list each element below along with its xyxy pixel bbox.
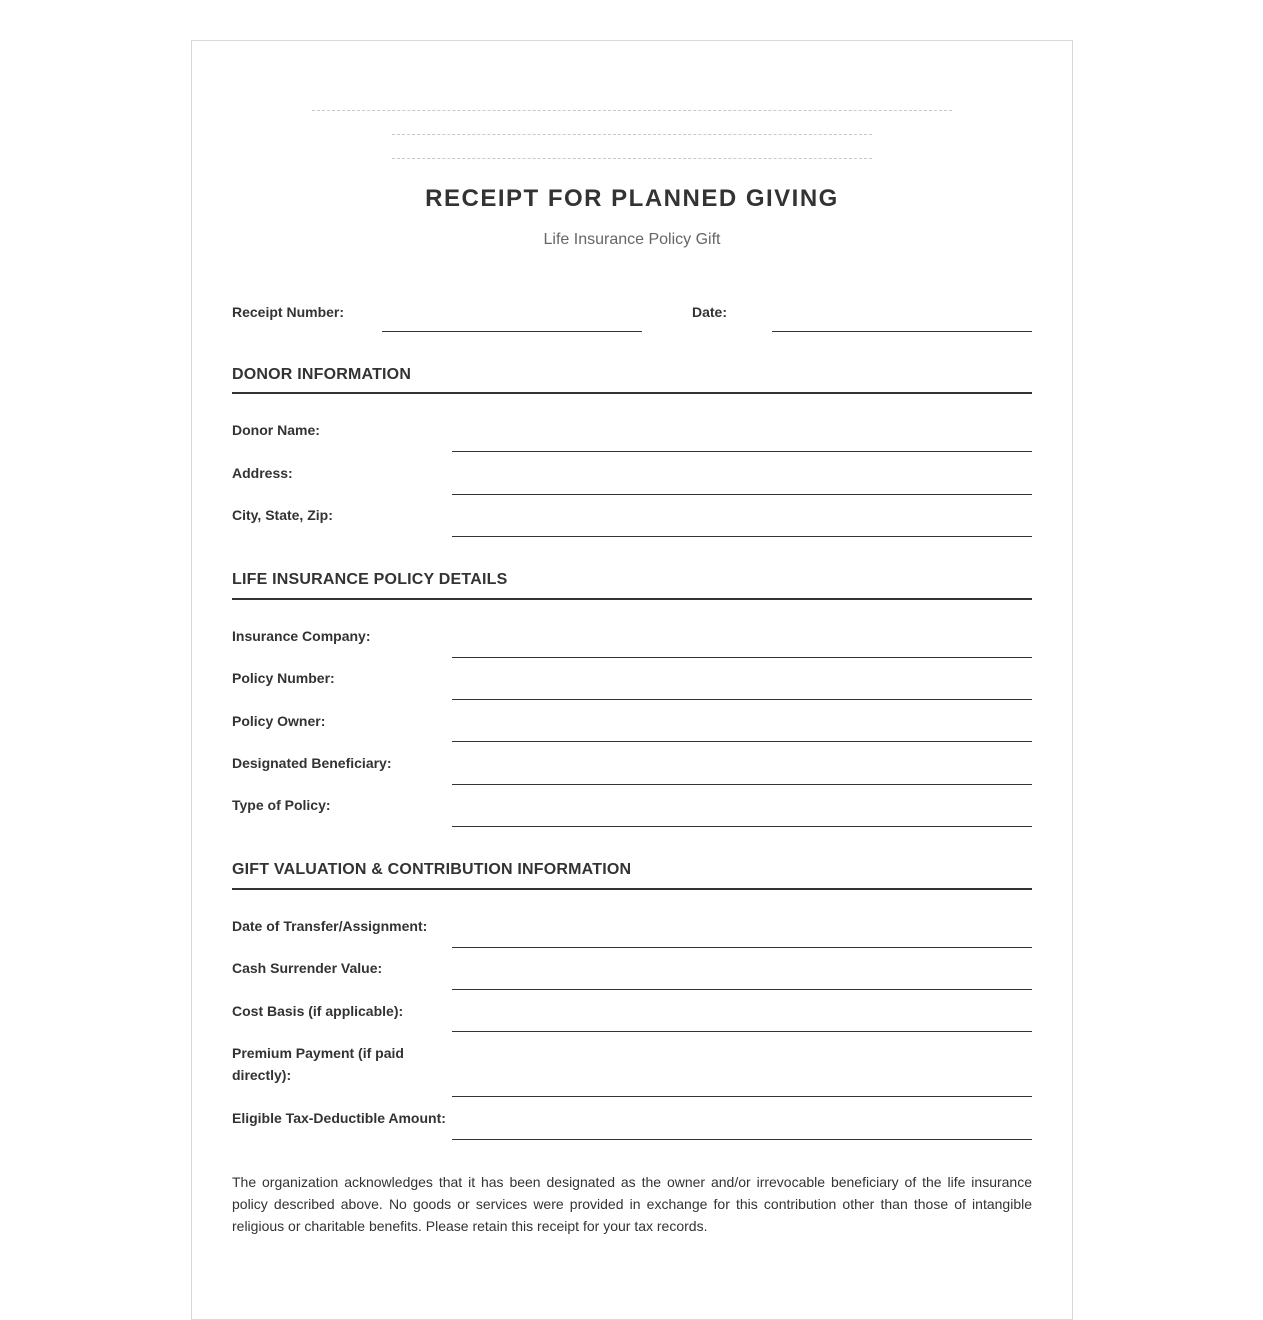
cash-surrender-value-label: Cash Surrender Value: xyxy=(232,960,383,976)
address-field[interactable] xyxy=(452,494,1032,495)
policy-owner-field[interactable] xyxy=(452,741,1032,742)
date-of-transfer-field[interactable] xyxy=(452,947,1032,948)
policy-owner-label: Policy Owner: xyxy=(232,713,326,729)
valuation-section-heading: GIFT VALUATION & CONTRIBUTION INFORMATION xyxy=(232,861,632,878)
insurance-company-label: Insurance Company: xyxy=(232,628,371,644)
cost-basis-label: Cost Basis (if applicable): xyxy=(232,1003,404,1019)
date-of-transfer-label: Date of Transfer/Assignment: xyxy=(232,918,428,934)
policy-number-field[interactable] xyxy=(452,699,1032,700)
premium-payment-label: Premium Payment (if paid directly): xyxy=(232,1045,404,1083)
cost-basis-field[interactable] xyxy=(452,1031,1032,1032)
receipt-page xyxy=(191,40,1073,1320)
city-state-zip-field[interactable] xyxy=(452,536,1032,537)
org-name-placeholder-line xyxy=(312,110,952,111)
document-subtitle: Life Insurance Policy Gift xyxy=(543,231,721,248)
designated-beneficiary-label: Designated Beneficiary: xyxy=(232,755,392,771)
policy-section-rule xyxy=(232,598,1032,600)
document-title: RECEIPT FOR PLANNED GIVING xyxy=(425,185,839,212)
tax-deductible-amount-field[interactable] xyxy=(452,1139,1032,1140)
cash-surrender-value-field[interactable] xyxy=(452,989,1032,990)
type-of-policy-label: Type of Policy: xyxy=(232,797,331,813)
type-of-policy-field[interactable] xyxy=(452,826,1032,827)
acknowledgement-text: The organization acknowledges that it has been designated as the owner and/or irrevocable beneficiary of the life insurance policy described above. No goods or services were provided in exchange for this contribution other than those of intangible religious or charitable benefits. Please retain this receipt for your tax records. xyxy=(232,1174,1032,1234)
designated-beneficiary-field[interactable] xyxy=(452,784,1032,785)
address-label: Address: xyxy=(232,465,293,481)
tax-deductible-amount-label: Eligible Tax-Deductible Amount: xyxy=(232,1110,446,1126)
premium-payment-field[interactable] xyxy=(452,1096,1032,1097)
insurance-company-field[interactable] xyxy=(452,657,1032,658)
donor-name-label: Donor Name: xyxy=(232,422,320,438)
org-address-placeholder-line xyxy=(392,134,872,135)
donor-section-heading: DONOR INFORMATION xyxy=(232,366,412,383)
receipt-number-field[interactable] xyxy=(382,331,642,332)
policy-section-heading: LIFE INSURANCE POLICY DETAILS xyxy=(232,571,508,588)
donor-section-rule xyxy=(232,392,1032,394)
city-state-zip-label: City, State, Zip: xyxy=(232,507,333,523)
date-field[interactable] xyxy=(772,331,1032,332)
policy-number-label: Policy Number: xyxy=(232,670,335,686)
donor-name-field[interactable] xyxy=(452,451,1032,452)
date-label: Date: xyxy=(692,304,728,320)
valuation-section-rule xyxy=(232,888,1032,890)
receipt-number-label: Receipt Number: xyxy=(232,304,345,320)
org-contact-placeholder-line xyxy=(392,158,872,159)
